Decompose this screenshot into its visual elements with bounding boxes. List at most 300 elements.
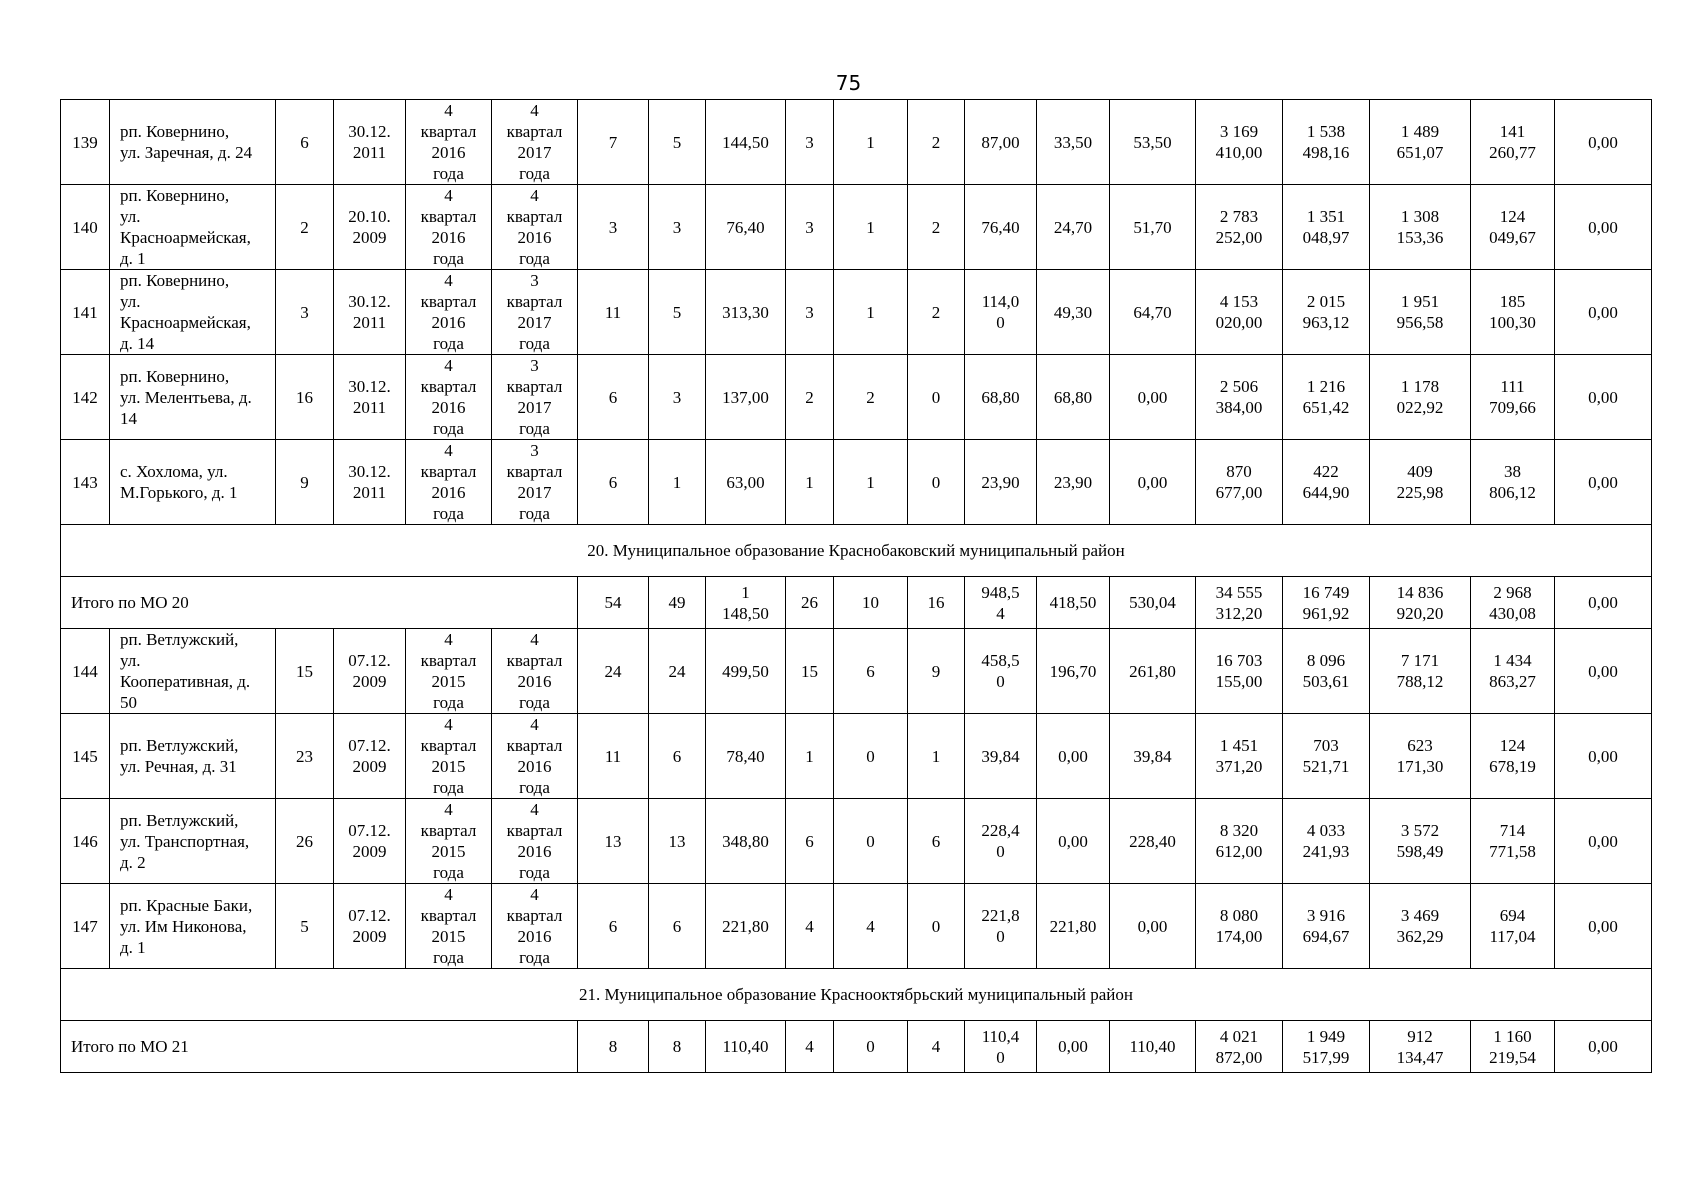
doc-date-line: 2009 <box>352 228 387 247</box>
cell-c1: 11 <box>578 714 649 799</box>
address-cell <box>110 799 276 884</box>
planned-demolition-date-line: квартал <box>506 821 563 840</box>
cell-c4: 4 <box>786 884 834 969</box>
planned-relocation-date-line: 2015 <box>431 842 466 861</box>
cell-c11-line: 3 916 <box>1306 906 1346 925</box>
planned-relocation-date <box>406 629 492 714</box>
cell-c6: 16 <box>908 577 965 629</box>
cell-c10 <box>1196 714 1283 799</box>
planned-demolition-date-line: 4 <box>530 885 539 904</box>
planned-demolition-date-line: 2016 <box>517 757 552 776</box>
address-cell-line: рп. Ветлужский, <box>120 630 239 649</box>
row-number: 142 <box>61 355 110 440</box>
planned-relocation-date-line: 4 <box>444 271 453 290</box>
cell-c13-line: 1 160 <box>1493 1026 1532 1046</box>
cell-c12-line: 362,29 <box>1396 927 1444 946</box>
cell-c11-line: 703 <box>1313 736 1339 755</box>
total-label: Итого по МО 21 <box>61 1021 578 1073</box>
cell-c10 <box>1196 100 1283 185</box>
planned-relocation-date <box>406 100 492 185</box>
cell-c12-line: 920,20 <box>1396 603 1444 623</box>
planned-relocation-date <box>406 884 492 969</box>
cell-c14: 0,00 <box>1555 629 1652 714</box>
cell-c13-line: 771,58 <box>1489 842 1536 861</box>
cell-c4: 3 <box>786 100 834 185</box>
doc-date-line: 2009 <box>352 842 387 861</box>
planned-demolition-date-line: года <box>519 693 550 712</box>
cell-c7-line: 0 <box>996 927 1005 946</box>
address-cell-line: ул. Транспортная, <box>120 831 250 851</box>
cell-c10 <box>1196 1021 1283 1073</box>
row-number: 139 <box>61 100 110 185</box>
planned-relocation-date-line: года <box>433 419 464 438</box>
planned-demolition-date-line: квартал <box>506 651 563 670</box>
cell-c12 <box>1370 185 1471 270</box>
planned-relocation-date-line: 4 <box>444 630 453 649</box>
address-cell-line: М.Горького, д. 1 <box>120 483 238 502</box>
planned-demolition-date <box>492 629 578 714</box>
planned-demolition-date-line: года <box>519 334 550 353</box>
cell-c10-line: 872,00 <box>1215 1047 1263 1067</box>
planned-demolition-date-line: года <box>519 419 550 438</box>
planned-demolition-date-line: квартал <box>506 207 563 226</box>
doc-date <box>334 884 406 969</box>
planned-demolition-date-line: года <box>519 164 550 183</box>
doc-number: 9 <box>276 440 334 525</box>
cell-c8: 23,90 <box>1037 440 1110 525</box>
cell-c4: 1 <box>786 440 834 525</box>
doc-date-line: 30.12. <box>348 462 391 481</box>
cell-c9: 0,00 <box>1110 355 1196 440</box>
cell-c11-line: 963,12 <box>1302 313 1350 332</box>
cell-c8: 196,70 <box>1037 629 1110 714</box>
cell-c2: 6 <box>649 714 706 799</box>
planned-demolition-date-line: квартал <box>506 462 563 481</box>
doc-date-line: 30.12. <box>348 377 391 396</box>
cell-c12-line: 171,30 <box>1396 757 1444 776</box>
address-cell-line: ул. <box>120 292 141 311</box>
cell-c13-line: 124 <box>1499 736 1526 755</box>
cell-c10-line: 384,00 <box>1215 398 1263 417</box>
planned-relocation-date-line: квартал <box>420 821 477 840</box>
planned-demolition-date-line: 3 <box>530 271 539 290</box>
planned-relocation-date-line: 2016 <box>431 483 466 502</box>
doc-date-line: 2009 <box>352 927 387 946</box>
cell-c13 <box>1471 440 1555 525</box>
cell-c13 <box>1471 270 1555 355</box>
planned-demolition-date-line: квартал <box>506 292 563 311</box>
cell-c7: 87,00 <box>965 100 1037 185</box>
cell-c13 <box>1471 799 1555 884</box>
cell-c11-line: 644,90 <box>1302 483 1350 502</box>
cell-c12-line: 7 171 <box>1400 651 1440 670</box>
planned-demolition-date <box>492 185 578 270</box>
cell-c2: 3 <box>649 185 706 270</box>
planned-demolition-date-line: года <box>519 863 550 882</box>
cell-c6: 2 <box>908 100 965 185</box>
doc-date-line: 07.12. <box>348 736 391 755</box>
cell-c7-line: 221,8 <box>981 906 1020 925</box>
doc-date <box>334 270 406 355</box>
cell-c2: 1 <box>649 440 706 525</box>
planned-demolition-date-line: 4 <box>530 715 539 734</box>
planned-demolition-date <box>492 270 578 355</box>
planned-relocation-date-line: 4 <box>444 101 453 120</box>
cell-c14: 0,00 <box>1555 714 1652 799</box>
planned-relocation-date-line: года <box>433 164 464 183</box>
cell-c12-line: 1 308 <box>1400 207 1440 226</box>
cell-c13-line: 430,08 <box>1489 603 1536 623</box>
cell-c11-line: 694,67 <box>1302 927 1350 946</box>
address-cell <box>110 355 276 440</box>
cell-c13-line: 141 <box>1499 122 1526 141</box>
cell-c10-line: 252,00 <box>1215 228 1263 247</box>
cell-c13-line: 100,30 <box>1489 313 1536 332</box>
planned-relocation-date-line: квартал <box>420 906 477 925</box>
cell-c10-line: 870 <box>1226 462 1252 481</box>
planned-demolition-date-line: 2016 <box>517 927 552 946</box>
cell-c6: 2 <box>908 270 965 355</box>
cell-c1: 6 <box>578 884 649 969</box>
planned-relocation-date-line: года <box>433 948 464 967</box>
cell-c12 <box>1370 577 1471 629</box>
doc-date-line: 07.12. <box>348 821 391 840</box>
cell-c14: 0,00 <box>1555 440 1652 525</box>
address-cell <box>110 629 276 714</box>
cell-c13-line: 124 <box>1499 207 1526 226</box>
cell-c11 <box>1283 100 1370 185</box>
address-cell-line: 14 <box>120 408 137 428</box>
section-title: 20. Муниципальное образование Краснобаковский муниципальный район <box>61 525 1652 577</box>
row-number: 146 <box>61 799 110 884</box>
planned-relocation-date-line: 4 <box>444 715 453 734</box>
row-number: 145 <box>61 714 110 799</box>
cell-c10-line: 677,00 <box>1215 483 1263 502</box>
planned-relocation-date-line: 2016 <box>431 313 466 332</box>
address-cell-line: д. 1 <box>120 937 146 957</box>
planned-relocation-date-line: 4 <box>444 186 453 205</box>
planned-relocation-date-line: года <box>433 863 464 882</box>
planned-demolition-date-line: года <box>519 948 550 967</box>
cell-c12-line: 1 489 <box>1400 122 1440 141</box>
cell-c4: 26 <box>786 577 834 629</box>
planned-demolition-date-line: 2017 <box>517 313 552 332</box>
row-number: 143 <box>61 440 110 525</box>
cell-c4: 3 <box>786 270 834 355</box>
table-row <box>61 185 1652 270</box>
cell-c10-line: 612,00 <box>1215 842 1263 861</box>
cell-c12-line: 14 836 <box>1396 582 1444 602</box>
cell-c7 <box>965 1021 1037 1073</box>
cell-c9: 39,84 <box>1110 714 1196 799</box>
doc-date-line: 07.12. <box>348 906 391 925</box>
row-number: 141 <box>61 270 110 355</box>
cell-c3: 499,50 <box>706 629 786 714</box>
cell-c3-line: 1 <box>741 582 750 602</box>
cell-c7-line: 0 <box>996 842 1005 861</box>
cell-c12-line: 788,12 <box>1396 672 1444 691</box>
cell-c10-line: 155,00 <box>1215 672 1263 691</box>
row-number: 144 <box>61 629 110 714</box>
cell-c10 <box>1196 577 1283 629</box>
doc-date-line: 2009 <box>352 757 387 776</box>
cell-c6: 6 <box>908 799 965 884</box>
cell-c12-line: 022,92 <box>1396 398 1444 417</box>
cell-c4: 3 <box>786 185 834 270</box>
cell-c7: 39,84 <box>965 714 1037 799</box>
planned-relocation-date-line: года <box>433 778 464 797</box>
address-cell <box>110 185 276 270</box>
cell-c10 <box>1196 629 1283 714</box>
cell-c9: 0,00 <box>1110 884 1196 969</box>
cell-c2: 3 <box>649 355 706 440</box>
cell-c1: 11 <box>578 270 649 355</box>
cell-c7: 23,90 <box>965 440 1037 525</box>
cell-c2: 13 <box>649 799 706 884</box>
cell-c13 <box>1471 1021 1555 1073</box>
planned-demolition-date-line: 4 <box>530 101 539 120</box>
cell-c12 <box>1370 629 1471 714</box>
cell-c5: 1 <box>834 440 908 525</box>
planned-relocation-date-line: 2015 <box>431 757 466 776</box>
planned-relocation-date-line: года <box>433 249 464 268</box>
planned-relocation-date-line: 4 <box>444 441 453 460</box>
cell-c2: 6 <box>649 884 706 969</box>
cell-c5: 1 <box>834 270 908 355</box>
cell-c12 <box>1370 884 1471 969</box>
cell-c12-line: 3 469 <box>1400 906 1440 925</box>
planned-relocation-date-line: 2015 <box>431 672 466 691</box>
housing-register-table <box>60 99 1652 1073</box>
cell-c10-line: 4 021 <box>1219 1026 1259 1046</box>
cell-c11-line: 1 949 <box>1306 1026 1346 1046</box>
section-title: 21. Муниципальное образование Краснооктябрьский муниципальный район <box>61 969 1652 1021</box>
cell-c6: 0 <box>908 355 965 440</box>
planned-demolition-date-line: 2016 <box>517 228 552 247</box>
doc-date <box>334 440 406 525</box>
cell-c12-line: 225,98 <box>1396 483 1444 502</box>
cell-c11-line: 517,99 <box>1302 1047 1350 1067</box>
cell-c2: 5 <box>649 270 706 355</box>
table-row <box>61 100 1652 185</box>
address-cell-line: д. 1 <box>120 249 146 268</box>
cell-c10-line: 312,20 <box>1215 603 1263 623</box>
doc-number: 3 <box>276 270 334 355</box>
cell-c5: 0 <box>834 714 908 799</box>
planned-relocation-date <box>406 185 492 270</box>
cell-c12-line: 409 <box>1407 462 1433 481</box>
planned-relocation-date-line: квартал <box>420 462 477 481</box>
cell-c8: 49,30 <box>1037 270 1110 355</box>
total-row <box>61 577 1652 629</box>
cell-c10 <box>1196 440 1283 525</box>
cell-c9: 51,70 <box>1110 185 1196 270</box>
cell-c7: 68,80 <box>965 355 1037 440</box>
cell-c11-line: 048,97 <box>1302 228 1350 247</box>
cell-c12 <box>1370 440 1471 525</box>
cell-c12 <box>1370 100 1471 185</box>
address-cell-line: рп. Красные Баки, <box>120 895 253 915</box>
cell-c3: 110,40 <box>706 1021 786 1073</box>
address-cell-line: Красноармейская, <box>120 228 251 247</box>
cell-c10-line: 174,00 <box>1215 927 1263 946</box>
cell-c10-line: 34 555 <box>1215 582 1263 602</box>
cell-c11-line: 241,93 <box>1302 842 1350 861</box>
cell-c3: 348,80 <box>706 799 786 884</box>
cell-c1: 8 <box>578 1021 649 1073</box>
cell-c3 <box>706 577 786 629</box>
planned-relocation-date <box>406 714 492 799</box>
table-row <box>61 355 1652 440</box>
address-cell-line: с. Хохлома, ул. <box>120 462 228 481</box>
cell-c13-line: 049,67 <box>1489 228 1536 247</box>
cell-c13-line: 714 <box>1499 821 1526 840</box>
cell-c10-line: 2 783 <box>1219 207 1259 226</box>
cell-c11 <box>1283 185 1370 270</box>
cell-c10-line: 371,20 <box>1215 757 1263 776</box>
cell-c3-line: 148,50 <box>722 603 769 623</box>
address-cell-line: 50 <box>120 693 137 712</box>
cell-c8: 0,00 <box>1037 714 1110 799</box>
cell-c14: 0,00 <box>1555 185 1652 270</box>
cell-c10-line: 16 703 <box>1215 651 1263 670</box>
cell-c4: 6 <box>786 799 834 884</box>
doc-date <box>334 355 406 440</box>
cell-c11 <box>1283 355 1370 440</box>
planned-demolition-date-line: года <box>519 249 550 268</box>
planned-demolition-date <box>492 100 578 185</box>
cell-c9: 0,00 <box>1110 440 1196 525</box>
doc-number: 6 <box>276 100 334 185</box>
cell-c2: 49 <box>649 577 706 629</box>
address-cell <box>110 714 276 799</box>
cell-c5: 2 <box>834 355 908 440</box>
address-cell-line: рп. Ветлужский, <box>120 736 239 755</box>
doc-number: 15 <box>276 629 334 714</box>
planned-relocation-date-line: 4 <box>444 885 453 904</box>
doc-date-line: 2009 <box>352 672 387 691</box>
cell-c7 <box>965 577 1037 629</box>
planned-relocation-date-line: квартал <box>420 651 477 670</box>
cell-c11 <box>1283 629 1370 714</box>
cell-c11-line: 8 096 <box>1306 651 1346 670</box>
cell-c1: 6 <box>578 440 649 525</box>
planned-relocation-date <box>406 799 492 884</box>
cell-c14: 0,00 <box>1555 1021 1652 1073</box>
doc-date <box>334 100 406 185</box>
cell-c6: 4 <box>908 1021 965 1073</box>
cell-c3: 63,00 <box>706 440 786 525</box>
table-row <box>61 629 1652 714</box>
cell-c9: 64,70 <box>1110 270 1196 355</box>
address-cell-line: д. 2 <box>120 852 146 872</box>
cell-c12 <box>1370 799 1471 884</box>
cell-c12 <box>1370 270 1471 355</box>
cell-c11-line: 1 216 <box>1306 377 1346 396</box>
address-cell <box>110 440 276 525</box>
cell-c13-line: 38 <box>1504 462 1521 481</box>
page-number: 75 <box>835 71 862 95</box>
cell-c13 <box>1471 185 1555 270</box>
cell-c13 <box>1471 884 1555 969</box>
cell-c4: 4 <box>786 1021 834 1073</box>
address-cell-line: ул. Речная, д. 31 <box>120 757 237 776</box>
cell-c13-line: 678,19 <box>1489 757 1536 776</box>
cell-c11 <box>1283 270 1370 355</box>
cell-c11-line: 16 749 <box>1302 582 1350 602</box>
cell-c13 <box>1471 577 1555 629</box>
planned-demolition-date-line: 4 <box>530 800 539 819</box>
cell-c1: 6 <box>578 355 649 440</box>
planned-relocation-date-line: 4 <box>444 356 453 375</box>
cell-c13-line: 806,12 <box>1489 483 1536 502</box>
cell-c10-line: 8 320 <box>1219 821 1259 840</box>
cell-c11-line: 1 351 <box>1306 207 1346 226</box>
cell-c8: 0,00 <box>1037 1021 1110 1073</box>
address-cell-line: рп. Ковернино, <box>120 122 230 141</box>
cell-c1: 7 <box>578 100 649 185</box>
planned-demolition-date-line: 4 <box>530 630 539 649</box>
cell-c2: 24 <box>649 629 706 714</box>
planned-demolition-date-line: 2017 <box>517 143 552 162</box>
planned-relocation-date-line: квартал <box>420 122 477 141</box>
planned-relocation-date-line: 2016 <box>431 143 466 162</box>
cell-c5: 10 <box>834 577 908 629</box>
cell-c13-line: 219,54 <box>1489 1047 1536 1067</box>
doc-date <box>334 185 406 270</box>
cell-c7-line: 110,4 <box>981 1026 1020 1046</box>
cell-c8: 24,70 <box>1037 185 1110 270</box>
planned-demolition-date <box>492 799 578 884</box>
cell-c13-line: 1 434 <box>1493 651 1532 670</box>
cell-c4: 15 <box>786 629 834 714</box>
planned-relocation-date-line: квартал <box>420 207 477 226</box>
doc-date <box>334 799 406 884</box>
cell-c11-line: 961,92 <box>1302 603 1350 623</box>
doc-date-line: 2011 <box>352 313 387 332</box>
planned-demolition-date-line: 2016 <box>517 842 552 861</box>
cell-c12-line: 912 <box>1407 1026 1433 1046</box>
cell-c7-line: 4 <box>996 603 1005 623</box>
total-label: Итого по МО 20 <box>61 577 578 629</box>
cell-c5: 1 <box>834 100 908 185</box>
cell-c14: 0,00 <box>1555 355 1652 440</box>
cell-c13-line: 185 <box>1499 292 1526 311</box>
cell-c3: 221,80 <box>706 884 786 969</box>
cell-c1: 13 <box>578 799 649 884</box>
cell-c14: 0,00 <box>1555 577 1652 629</box>
cell-c7-line: 114,0 <box>981 292 1020 311</box>
cell-c7-line: 0 <box>996 1047 1005 1067</box>
doc-date-line: 2011 <box>352 143 387 162</box>
cell-c12-line: 134,47 <box>1396 1047 1444 1067</box>
cell-c8: 418,50 <box>1037 577 1110 629</box>
cell-c4: 1 <box>786 714 834 799</box>
cell-c11-line: 2 015 <box>1306 292 1346 311</box>
planned-relocation-date-line: квартал <box>420 736 477 755</box>
doc-date-line: 30.12. <box>348 292 391 311</box>
cell-c10 <box>1196 884 1283 969</box>
cell-c7 <box>965 799 1037 884</box>
cell-c10-line: 1 451 <box>1219 736 1259 755</box>
planned-demolition-date-line: года <box>519 778 550 797</box>
cell-c11 <box>1283 577 1370 629</box>
cell-c9: 110,40 <box>1110 1021 1196 1073</box>
cell-c12-line: 1 178 <box>1400 377 1440 396</box>
cell-c7 <box>965 629 1037 714</box>
address-cell-line: Кооперативная, д. <box>120 672 251 691</box>
cell-c6: 1 <box>908 714 965 799</box>
